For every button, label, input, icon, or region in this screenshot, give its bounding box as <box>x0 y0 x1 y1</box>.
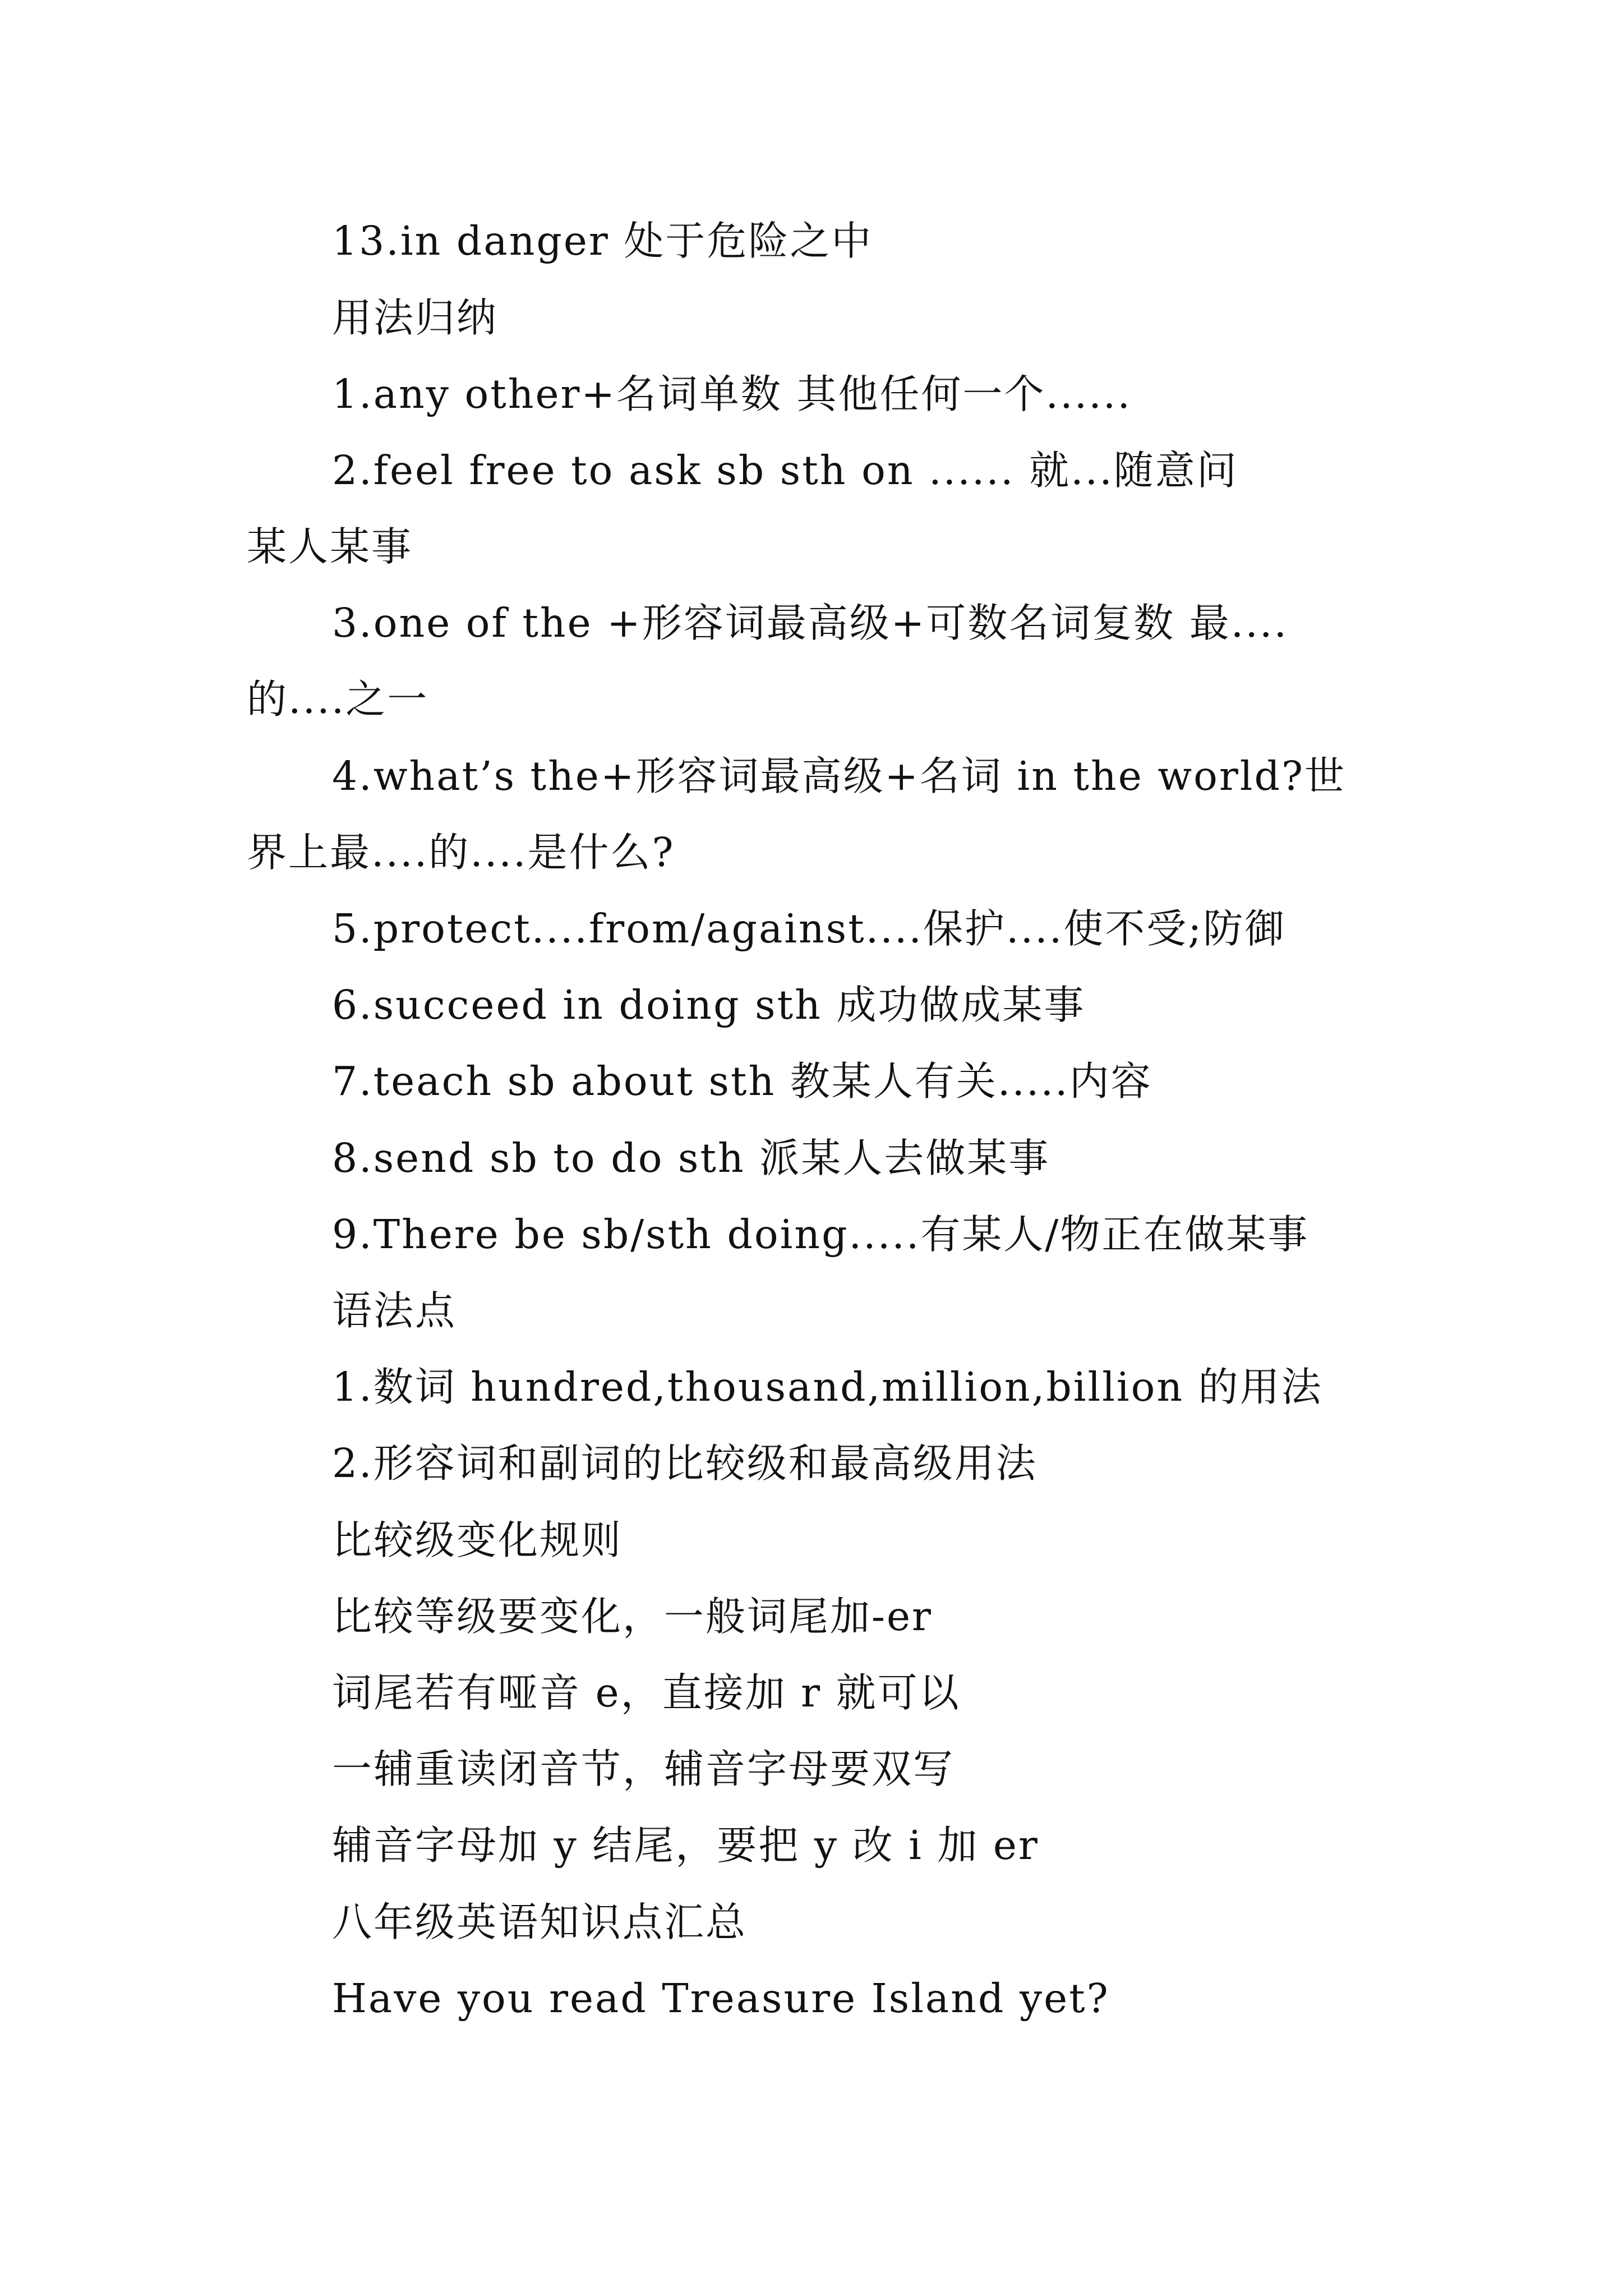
heading-grammar-points: 语法点 <box>332 1287 457 1334</box>
rule-line-4: 辅音字母加 y 结尾，要把 y 改 i 加 er <box>332 1822 1039 1869</box>
usage-item-6: 6.succeed in doing sth 成功做成某事 <box>332 982 1086 1028</box>
usage-item-3-continuation: 的....之一 <box>247 676 429 723</box>
grammar-item-1: 1.数词 hundred,thousand,million,billion 的用法 <box>332 1364 1323 1410</box>
heading-comparative-rules: 比较级变化规则 <box>332 1517 623 1563</box>
usage-item-2-continuation: 某人某事 <box>247 523 413 570</box>
usage-item-9: 9.There be sb/sth doing.....有某人/物正在做某事 <box>332 1211 1310 1258</box>
item-13-in-danger: 13.in danger 处于危险之中 <box>332 218 873 264</box>
heading-grade-8-summary: 八年级英语知识点汇总 <box>332 1899 748 1945</box>
usage-item-1: 1.any other+名词单数 其他任何一个...... <box>332 371 1132 417</box>
usage-item-4-continuation: 界上最....的....是什么? <box>247 829 675 876</box>
rule-line-2: 词尾若有哑音 e，直接加 r 就可以 <box>332 1669 961 1716</box>
usage-item-8: 8.send sb to do sth 派某人去做某事 <box>332 1135 1050 1181</box>
usage-item-5: 5.protect....from/against....保护....使不受;防御 <box>332 905 1287 952</box>
rule-line-3: 一辅重读闭音节，辅音字母要双写 <box>332 1746 955 1792</box>
unit-title-treasure-island: Have you read Treasure Island yet? <box>332 1975 1110 2022</box>
usage-item-2: 2.feel free to ask sb sth on ...... 就...随意问 <box>332 447 1238 494</box>
usage-item-7: 7.teach sb about sth 教某人有关.....内容 <box>332 1058 1152 1105</box>
rule-line-1: 比较等级要变化，一般词尾加-er <box>332 1593 933 1640</box>
grammar-item-2: 2.形容词和副词的比较级和最高级用法 <box>332 1440 1038 1487</box>
heading-usage-summary: 用法归纳 <box>332 295 499 341</box>
usage-item-3: 3.one of the +形容词最高级+可数名词复数 最.... <box>332 600 1289 646</box>
usage-item-4: 4.what’s the+形容词最高级+名词 in the world?世 <box>332 753 1347 799</box>
